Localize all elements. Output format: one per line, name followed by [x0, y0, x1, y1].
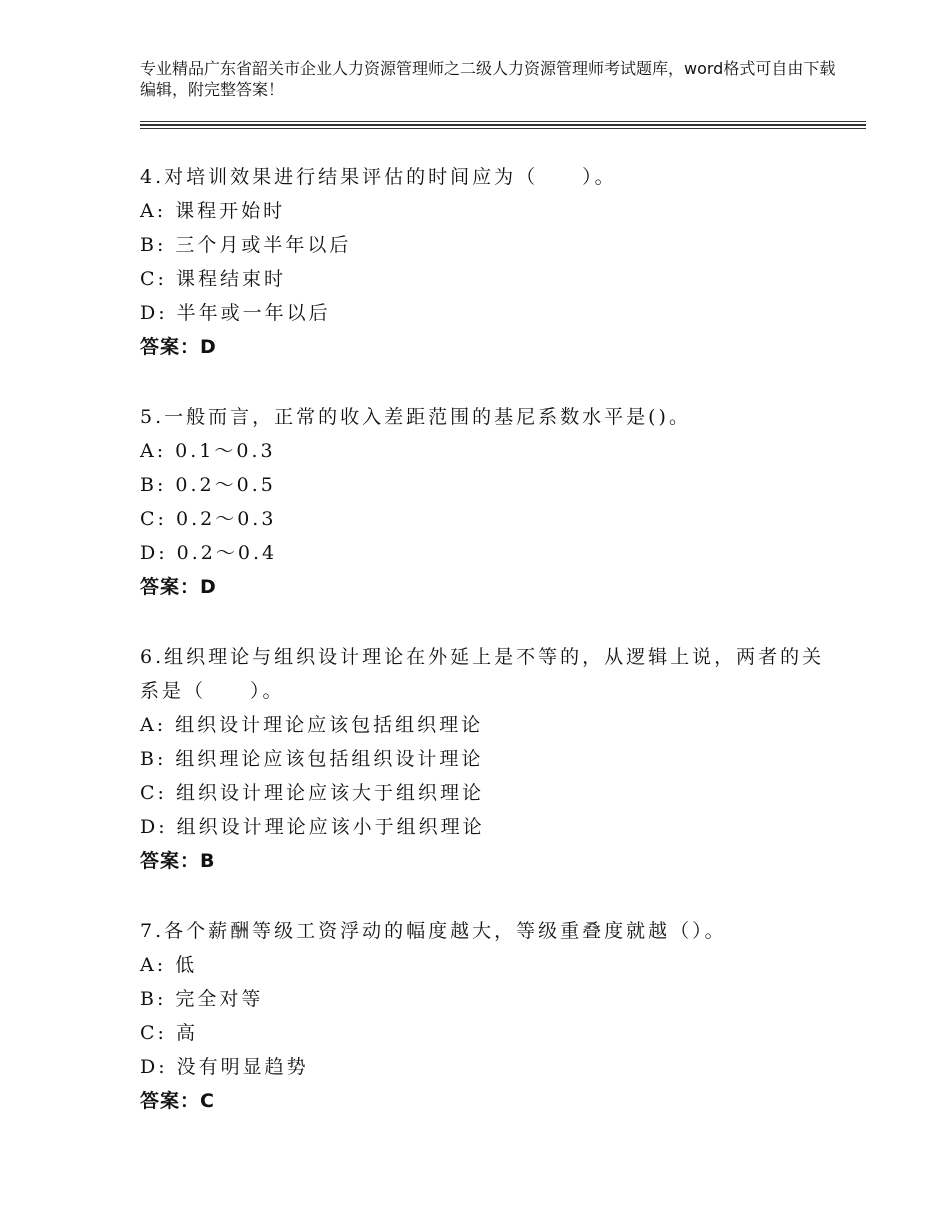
option-a: A: 0.1～0.3 [140, 440, 276, 462]
option-d: D: 半年或一年以后 [140, 302, 331, 324]
question-7 [140, 914, 840, 1118]
option-c: C: 高 [140, 1022, 198, 1044]
option-b: B: 三个月或半年以后 [140, 234, 352, 256]
header-rule-middle [140, 124, 866, 126]
option-c: C: 课程结束时 [140, 268, 286, 290]
option-d: D: 没有明显趋势 [140, 1056, 309, 1078]
header-rule-top [140, 121, 866, 122]
question-stem: 6.组织理论与组织设计理论在外延上是不等的，从逻辑上说，两者的关系是（ ）。 [140, 646, 825, 702]
question-stem: 5.一般而言，正常的收入差距范围的基尼系数水平是()。 [140, 406, 691, 428]
option-b: B: 0.2～0.5 [140, 474, 276, 496]
option-d: D: 0.2～0.4 [140, 542, 278, 564]
document-header: 专业精品广东省韶关市企业人力资源管理师之二级人力资源管理师考试题库，word格式可自由下载编辑，附完整答案！ [140, 59, 836, 99]
question-list [140, 160, 840, 1154]
question-stem: 7.各个薪酬等级工资浮动的幅度越大，等级重叠度就越（）。 [140, 920, 727, 942]
header-rule-bottom [140, 128, 866, 129]
question-5 [140, 400, 840, 604]
option-a: A: 组织设计理论应该包括组织理论 [140, 714, 484, 736]
question-stem: 4.对培训效果进行结果评估的时间应为（ ）。 [140, 166, 617, 188]
question-4 [140, 160, 840, 364]
option-d: D: 组织设计理论应该小于组织理论 [140, 816, 485, 838]
option-c: C: 组织设计理论应该大于组织理论 [140, 782, 484, 804]
option-a: A: 课程开始时 [140, 200, 286, 222]
option-a: A: 低 [140, 954, 198, 976]
answer-label: 答案：C [140, 1090, 215, 1112]
answer-label: 答案：D [140, 336, 217, 358]
answer-label: 答案：B [140, 850, 216, 872]
option-b: B: 完全对等 [140, 988, 264, 1010]
question-6 [140, 640, 840, 878]
option-c: C: 0.2～0.3 [140, 508, 277, 530]
answer-label: 答案：D [140, 576, 217, 598]
option-b: B: 组织理论应该包括组织设计理论 [140, 748, 484, 770]
